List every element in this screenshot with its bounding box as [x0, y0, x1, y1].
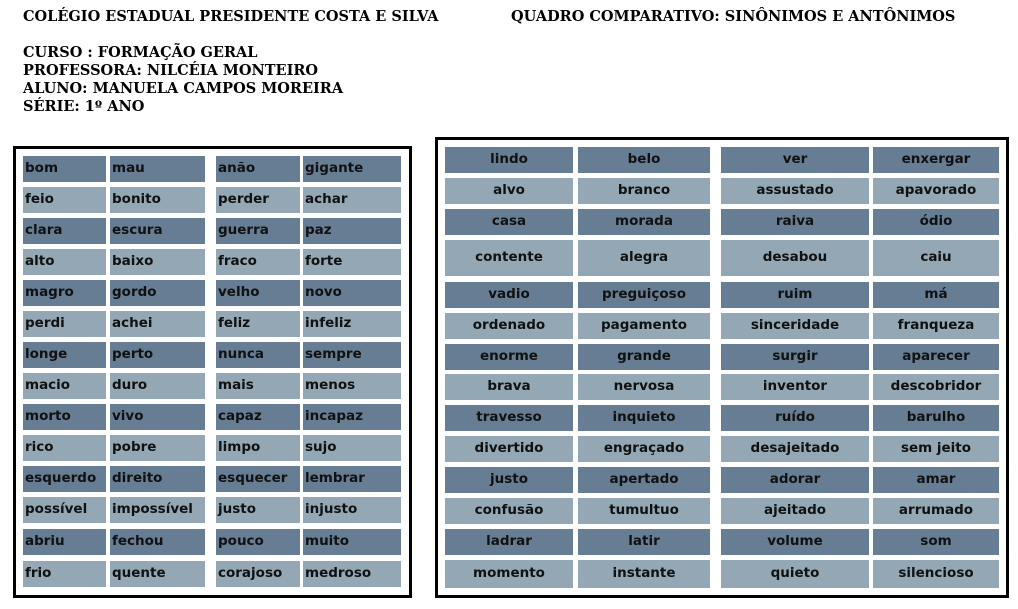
- synonym-cell: adorar: [721, 467, 869, 493]
- antonym-cell: impossível: [110, 497, 205, 523]
- antonym-cell: achei: [110, 311, 205, 337]
- synonym-cell: barulho: [873, 405, 999, 431]
- synonym-cell: latir: [578, 529, 710, 555]
- synonym-cell: sinceridade: [721, 313, 869, 339]
- synonym-cell: morada: [578, 209, 710, 235]
- antonym-cell: morto: [23, 404, 106, 430]
- school-name: COLÉGIO ESTADUAL PRESIDENTE COSTA E SILVA: [23, 8, 439, 25]
- antonym-cell: velho: [216, 280, 300, 306]
- synonym-cell: amar: [873, 467, 999, 493]
- synonym-cell: silencioso: [873, 560, 999, 588]
- antonym-cell: rico: [23, 435, 106, 461]
- antonym-cell: sempre: [303, 342, 401, 368]
- synonym-cell: desajeitado: [721, 436, 869, 462]
- antonym-cell: corajoso: [216, 561, 300, 587]
- antonym-cell: macio: [23, 373, 106, 399]
- antonym-cell: injusto: [303, 497, 401, 523]
- antonym-cell: perto: [110, 342, 205, 368]
- student-line: ALUNO: MANUELA CAMPOS MOREIRA: [23, 80, 344, 97]
- antonym-cell: duro: [110, 373, 205, 399]
- synonym-cell: assustado: [721, 178, 869, 204]
- antonym-cell: guerra: [216, 218, 300, 244]
- synonym-cell: justo: [445, 467, 573, 493]
- synonym-cell: apavorado: [873, 178, 999, 204]
- antonym-cell: muito: [303, 529, 401, 555]
- synonym-cell: arrumado: [873, 498, 999, 524]
- antonym-cell: clara: [23, 218, 106, 244]
- antonym-cell: magro: [23, 280, 106, 306]
- antonym-cell: justo: [216, 497, 300, 523]
- synonym-cell: vadio: [445, 282, 573, 308]
- synonym-cell: ordenado: [445, 313, 573, 339]
- antonym-cell: quente: [110, 561, 205, 587]
- synonym-cell: alvo: [445, 178, 573, 204]
- synonym-cell: momento: [445, 560, 573, 588]
- synonym-cell: pagamento: [578, 313, 710, 339]
- antonym-cell: feliz: [216, 311, 300, 337]
- synonym-cell: engraçado: [578, 436, 710, 462]
- antonym-cell: esquerdo: [23, 466, 106, 492]
- synonym-cell: casa: [445, 209, 573, 235]
- synonym-cell: brava: [445, 374, 573, 400]
- synonym-cell: instante: [578, 560, 710, 588]
- synonym-cell: raiva: [721, 209, 869, 235]
- antonym-cell: forte: [303, 249, 401, 275]
- antonym-cell: pouco: [216, 529, 300, 555]
- antonym-cell: limpo: [216, 435, 300, 461]
- synonym-cell: branco: [578, 178, 710, 204]
- synonym-cell: lindo: [445, 147, 573, 173]
- synonym-cell: desabou: [721, 240, 869, 276]
- synonym-cell: surgir: [721, 344, 869, 370]
- grade-line: SÉRIE: 1º ANO: [23, 98, 145, 115]
- synonym-cell: nervosa: [578, 374, 710, 400]
- synonym-cell: ruim: [721, 282, 869, 308]
- antonym-cell: mau: [110, 156, 205, 182]
- antonym-cell: alto: [23, 249, 106, 275]
- synonym-cell: som: [873, 529, 999, 555]
- antonym-cell: lembrar: [303, 466, 401, 492]
- antonym-cell: bom: [23, 156, 106, 182]
- synonym-cell: descobridor: [873, 374, 999, 400]
- synonym-cell: preguiçoso: [578, 282, 710, 308]
- synonym-cell: ajeitado: [721, 498, 869, 524]
- antonym-cell: fraco: [216, 249, 300, 275]
- synonym-cell: ódio: [873, 209, 999, 235]
- antonym-cell: novo: [303, 280, 401, 306]
- antonym-cell: direito: [110, 466, 205, 492]
- antonyms-table: [13, 146, 412, 598]
- antonym-cell: feio: [23, 187, 106, 213]
- antonym-cell: baixo: [110, 249, 205, 275]
- antonym-cell: bonito: [110, 187, 205, 213]
- antonym-cell: gigante: [303, 156, 401, 182]
- synonym-cell: ladrar: [445, 529, 573, 555]
- antonym-cell: pobre: [110, 435, 205, 461]
- synonym-cell: má: [873, 282, 999, 308]
- antonym-cell: longe: [23, 342, 106, 368]
- synonym-cell: confusão: [445, 498, 573, 524]
- antonym-cell: nunca: [216, 342, 300, 368]
- synonym-cell: tumultuo: [578, 498, 710, 524]
- antonym-cell: esquecer: [216, 466, 300, 492]
- antonym-cell: perdi: [23, 311, 106, 337]
- synonym-cell: ruído: [721, 405, 869, 431]
- synonym-cell: travesso: [445, 405, 573, 431]
- synonym-cell: volume: [721, 529, 869, 555]
- antonym-cell: sujo: [303, 435, 401, 461]
- synonym-cell: belo: [578, 147, 710, 173]
- header-info: [23, 8, 438, 116]
- synonym-cell: franqueza: [873, 313, 999, 339]
- antonym-cell: medroso: [303, 561, 401, 587]
- antonym-cell: fechou: [110, 529, 205, 555]
- antonym-cell: anão: [216, 156, 300, 182]
- table-title: QUADRO COMPARATIVO: SINÔNIMOS E ANTÔNIMOS: [511, 8, 956, 25]
- antonym-cell: possível: [23, 497, 106, 523]
- antonym-cell: incapaz: [303, 404, 401, 430]
- synonym-cell: apertado: [578, 467, 710, 493]
- synonym-cell: aparecer: [873, 344, 999, 370]
- synonyms-table: [435, 137, 1009, 598]
- synonym-cell: alegra: [578, 240, 710, 276]
- synonym-cell: enorme: [445, 344, 573, 370]
- synonym-cell: caiu: [873, 240, 999, 276]
- antonym-cell: abriu: [23, 529, 106, 555]
- synonym-cell: inventor: [721, 374, 869, 400]
- synonym-cell: quieto: [721, 560, 869, 588]
- antonym-cell: infeliz: [303, 311, 401, 337]
- synonym-cell: inquieto: [578, 405, 710, 431]
- antonym-cell: perder: [216, 187, 300, 213]
- antonym-cell: frio: [23, 561, 106, 587]
- synonym-cell: sem jeito: [873, 436, 999, 462]
- teacher-line: PROFESSORA: NILCÉIA MONTEIRO: [23, 62, 319, 79]
- antonym-cell: escura: [110, 218, 205, 244]
- antonym-cell: paz: [303, 218, 401, 244]
- antonym-cell: capaz: [216, 404, 300, 430]
- synonym-cell: grande: [578, 344, 710, 370]
- antonym-cell: achar: [303, 187, 401, 213]
- course-line: CURSO : FORMAÇÃO GERAL: [23, 44, 258, 61]
- synonym-cell: divertido: [445, 436, 573, 462]
- synonym-cell: enxergar: [873, 147, 999, 173]
- antonym-cell: mais: [216, 373, 300, 399]
- synonym-cell: contente: [445, 240, 573, 276]
- antonym-cell: vivo: [110, 404, 205, 430]
- antonym-cell: menos: [303, 373, 401, 399]
- synonym-cell: ver: [721, 147, 869, 173]
- antonym-cell: gordo: [110, 280, 205, 306]
